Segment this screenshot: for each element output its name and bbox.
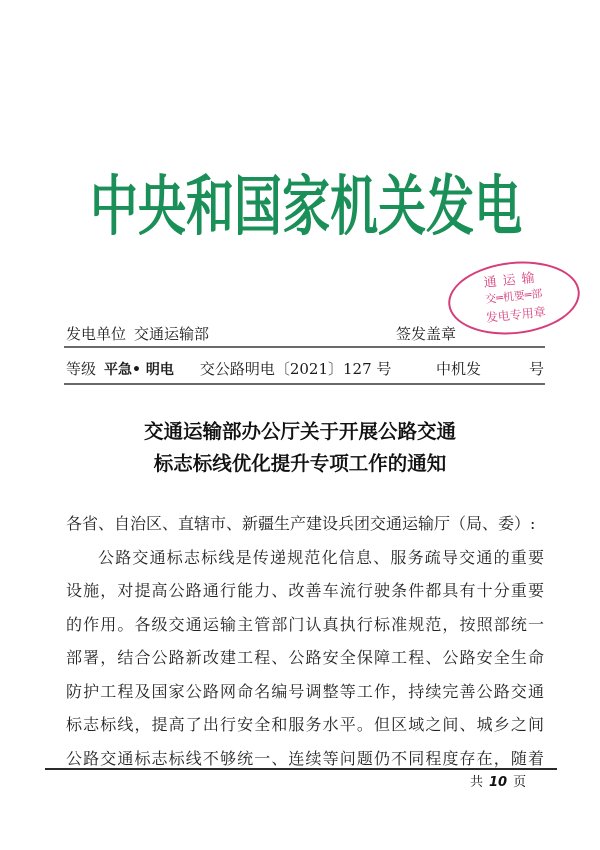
masthead-char: 中 xyxy=(90,168,139,244)
body-line: 公路交通标志标线不够统一、连续等问题仍不同程度存在，随着 xyxy=(66,748,544,768)
masthead-char: 国 xyxy=(234,168,283,244)
page-count xyxy=(470,771,526,790)
document-number: 交公路明电〔2021〕127 号 xyxy=(199,360,392,378)
page-count-total: 10 xyxy=(489,775,508,790)
addressee: 各省、自治区、直辖市、新疆生产建设兵团交通运输厅（局、委）: xyxy=(66,514,536,533)
body-line: 标志标线，提高了出行安全和服务水平。但区域之间、城乡之间 xyxy=(66,715,544,734)
sender-row xyxy=(66,323,544,344)
title-line: 标志标线优化提升专项工作的通知 xyxy=(153,452,447,475)
seal-bottom-text: 发电专用章 xyxy=(485,304,547,326)
grade-row xyxy=(66,358,544,379)
masthead-char: 央 xyxy=(138,168,187,244)
body-line: 的作用。各级交通运输主管部门认真执行标准规范，按照部统一 xyxy=(66,614,544,634)
header-divider xyxy=(64,383,545,385)
masthead-char: 和 xyxy=(186,168,235,244)
title-line: 交通运输部办公厅关于开展公路交通 xyxy=(143,420,456,443)
grade-label: 等级 xyxy=(66,360,97,378)
central-dispatch-label: 中机发 xyxy=(435,360,481,378)
masthead-char: 发 xyxy=(426,168,475,244)
sender-label: 发电单位 xyxy=(66,325,127,343)
grade-value: 平急• 明电 xyxy=(104,362,174,378)
page-count-prefix: 共 xyxy=(470,775,484,790)
body-line: 设施，对提高公路通行能力、改善车流行驶条件都具有十分重要 xyxy=(66,581,544,600)
masthead-char: 机 xyxy=(330,168,379,244)
body-line: 部署，结合公路新改建工程、公路安全保障工程、公路安全生命 xyxy=(66,648,544,667)
central-dispatch-suffix: 号 xyxy=(528,360,544,378)
masthead-char: 关 xyxy=(378,168,427,244)
masthead-title xyxy=(90,146,523,254)
body-line: 防护工程及国家公路网命名编号调整等工作，持续完善公路交通 xyxy=(66,681,544,701)
masthead-char: 家 xyxy=(282,168,331,244)
page-count-suffix: 页 xyxy=(513,775,527,790)
body-line: 公路交通标志标线是传递规范化信息、服务疏导交通的重要 xyxy=(98,547,544,567)
footer-divider xyxy=(45,768,557,770)
seal-middle-text: 交═机要═部 xyxy=(484,287,543,306)
header-divider xyxy=(64,346,545,348)
masthead-char: 电 xyxy=(474,168,523,244)
document-title xyxy=(60,416,540,480)
sender-value: 交通运输部 xyxy=(134,325,210,343)
document-body xyxy=(66,507,544,775)
seal-top-text: 通运输 xyxy=(483,270,542,292)
sign-seal-label: 签发盖章 xyxy=(395,325,456,343)
